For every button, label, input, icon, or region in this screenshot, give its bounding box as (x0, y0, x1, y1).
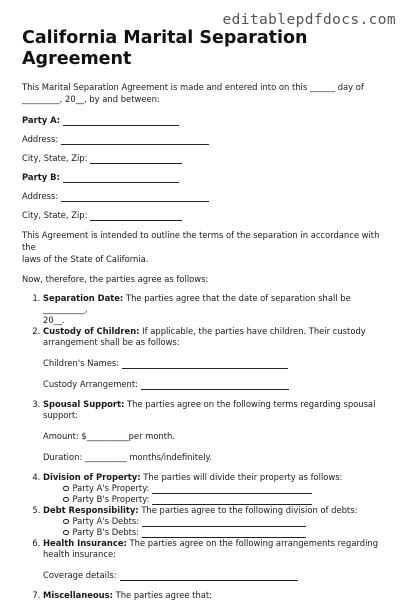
party-a-debts-item (63, 516, 394, 527)
agree-line: Now, therefore, the parties agree as follows: (22, 274, 209, 284)
term-title: Debt Responsibility: (43, 505, 139, 515)
term-text: The parties will divide their property as follows: (140, 472, 343, 482)
party-a-property-field[interactable] (152, 484, 312, 494)
agreement-document (22, 28, 394, 601)
term-text: 20__. (43, 315, 65, 325)
term-title: Spousal Support: (43, 399, 125, 409)
purpose-line-2: laws of the State of California. (22, 254, 149, 264)
party-a-debts-label: Party A's Debts: (72, 516, 140, 526)
party-a-field[interactable] (63, 116, 179, 126)
party-b-label: Party B: (22, 172, 60, 182)
party-b-property-field[interactable] (152, 495, 312, 505)
term-spousal-support (43, 399, 394, 472)
party-a-address-field[interactable] (61, 135, 209, 145)
property-list (43, 483, 394, 505)
term-title: Miscellaneous: (43, 590, 113, 600)
term-custody (43, 326, 394, 399)
intro-line-1: This Marital Separation Agreement is made and entered into on this ______ day of (22, 82, 364, 92)
party-a-city-row (22, 152, 394, 164)
circle-bullet-icon (63, 530, 69, 536)
children-names-row (43, 357, 394, 369)
party-b-debts-label: Party B's Debts: (72, 527, 140, 537)
address-label: Address: (22, 191, 59, 201)
circle-bullet-icon (63, 486, 69, 492)
term-text: The parties agree that: (112, 590, 213, 600)
custody-arrangement-row (43, 378, 394, 390)
children-names-field[interactable] (122, 359, 288, 369)
term-text: arrangement shall be as follows: (43, 337, 180, 347)
party-b-field[interactable] (63, 173, 179, 183)
city-label: City, State, Zip: (22, 210, 88, 220)
coverage-details-row (43, 569, 394, 581)
watermark: editablepdfdocs.com (222, 12, 396, 28)
custody-arrangement-field[interactable] (141, 380, 289, 390)
party-a-property-label: Party A's Property: (72, 483, 150, 493)
party-b-city-row (22, 209, 394, 221)
children-names-label: Children's Names: (43, 358, 120, 368)
circle-bullet-icon (63, 497, 69, 503)
address-label: Address: (22, 134, 59, 144)
term-text: The parties agree on the following terms regarding spousal (124, 399, 376, 409)
city-label: City, State, Zip: (22, 153, 88, 163)
term-health-insurance (43, 538, 394, 590)
term-property (43, 472, 394, 505)
party-b-property-item (63, 494, 394, 505)
purpose-line-1: This Agreement is intended to outline the terms of the separation in accordance with the (22, 230, 380, 252)
term-separation-date (43, 293, 394, 326)
party-b-city-field[interactable] (90, 211, 182, 221)
term-text: The parties agree on the following arrangements regarding (126, 538, 379, 548)
custody-arrangement-label: Custody Arrangement: (43, 379, 138, 389)
term-debts (43, 505, 394, 538)
support-amount-row (43, 430, 394, 442)
party-b-debts-field[interactable] (142, 528, 306, 538)
party-b-property-label: Party B's Property: (72, 494, 150, 504)
terms-list (22, 293, 394, 601)
term-title: Separation Date: (43, 293, 124, 303)
party-a-address-row (22, 133, 394, 145)
debts-list (43, 516, 394, 538)
term-text: If applicable, the parties have children. Their custody (139, 326, 366, 336)
party-a-label: Party A: (22, 115, 61, 125)
support-amount-label: Amount: $__________ (43, 431, 129, 441)
coverage-details-label: Coverage details: (43, 570, 117, 580)
support-duration-row (43, 451, 394, 463)
party-b-row (22, 171, 394, 183)
coverage-details-field[interactable] (120, 571, 298, 581)
term-title: Division of Property: (43, 472, 141, 482)
intro-line-2: _________, 20__, by and between: (22, 94, 160, 104)
term-text: health insurance: (43, 549, 116, 559)
party-a-row (22, 114, 394, 126)
term-text: The parties agree to the following division of debts: (138, 505, 358, 515)
term-miscellaneous (43, 590, 394, 601)
party-a-city-field[interactable] (90, 154, 182, 164)
document-title: California Marital Separation Agreement (22, 28, 308, 69)
circle-bullet-icon (63, 519, 69, 525)
party-b-address-row (22, 190, 394, 202)
support-duration-label: Duration: __________ months/indefinitely. (43, 452, 212, 462)
party-b-debts-item (63, 527, 394, 538)
support-amount-suffix: per month. (128, 431, 176, 441)
term-title: Health Insurance: (43, 538, 127, 548)
party-a-debts-field[interactable] (142, 517, 306, 527)
party-a-property-item (63, 483, 394, 494)
term-title: Custody of Children: (43, 326, 140, 336)
party-b-address-field[interactable] (61, 192, 209, 202)
term-text: support: (43, 410, 78, 420)
term-text: The parties agree that the date of separation shall be __________, (43, 293, 351, 314)
